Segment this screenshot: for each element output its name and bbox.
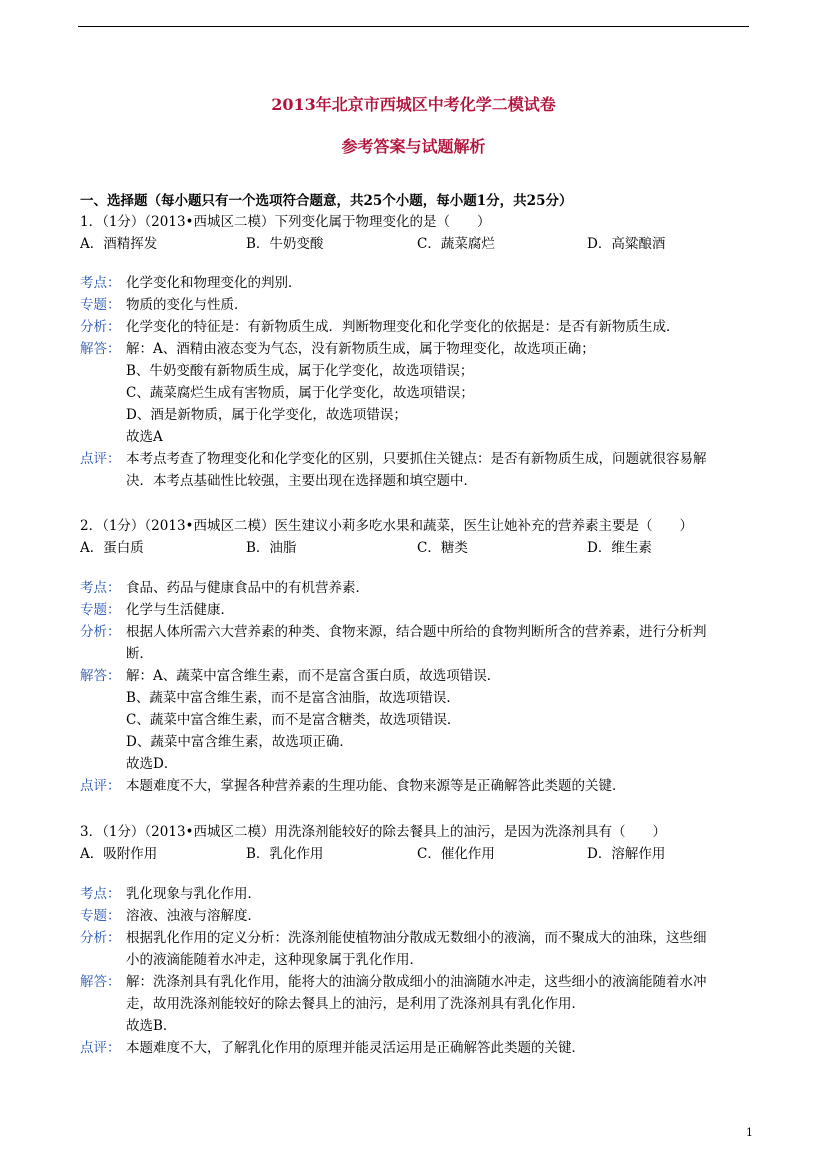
option-b: B．牛奶变酸 <box>246 236 324 252</box>
fenxi-text: 化学变化的特征是：有新物质生成．判断物理变化和化学变化的依据是：是否有新物质生成． <box>126 319 680 335</box>
jieda-line: 故选A <box>126 429 163 445</box>
jieda-line: C、蔬菜腐烂生成有害物质，属于化学变化，故选项错误； <box>126 385 474 401</box>
answer-analysis <box>80 883 760 1059</box>
option-d: D．维生素 <box>587 540 652 556</box>
kaodian-text: 化学变化和物理变化的判别． <box>126 275 302 291</box>
label-fenxi: 分析： <box>80 319 121 335</box>
label-zhuanti: 专题： <box>80 908 121 924</box>
jieda-line: 走，故用洗涤剂能较好的除去餐具上的油污，是利用了洗涤剂具有乳化作用． <box>126 996 585 1012</box>
option-d: D．高粱酿酒 <box>587 236 666 252</box>
jieda-line: 故选B． <box>126 1018 177 1034</box>
label-fenxi: 分析： <box>80 624 121 640</box>
jieda-line: 故选D． <box>126 756 178 772</box>
label-dianping: 点评： <box>80 778 121 794</box>
fenxi-line: 断． <box>126 646 153 662</box>
label-zhuanti: 专题： <box>80 297 121 313</box>
option-b: B．油脂 <box>246 540 297 556</box>
label-zhuanti: 专题： <box>80 602 121 618</box>
dianping-text: 本题难度不大，掌握各种营养素的生理功能、食物来源等是正确解答此类题的关键． <box>126 778 626 794</box>
zhuanti-text: 化学与生活健康． <box>126 602 234 618</box>
option-b: B．乳化作用 <box>246 846 324 862</box>
dianping-text: 本题难度不大，了解乳化作用的原理并能灵活运用是正确解答此类题的关键． <box>126 1040 585 1056</box>
label-kaodian: 考点： <box>80 580 121 596</box>
answer-analysis <box>80 272 760 492</box>
section-heading: 一、选择题（每小题只有一个选项符合题意，共25个小题，每小题1分，共25分） <box>80 193 573 209</box>
option-c: C．糖类 <box>417 540 468 556</box>
question-options <box>80 232 760 252</box>
question-options <box>80 842 760 862</box>
fenxi-text: 根据乳化作用的定义分析：洗涤剂能使植物油分散成无数细小的液滴，而不聚成大的油珠，这些细 <box>126 930 707 946</box>
option-c: C．催化作用 <box>417 846 495 862</box>
dianping-text: 本考点考查了物理变化和化学变化的区别，只要抓住关键点：是否有新物质生成，问题就很容易解 <box>126 451 707 467</box>
page-title: 2013年北京市西城区中考化学二模试卷 <box>271 95 556 114</box>
jieda-line: C、蔬菜中富含维生素，而不是富含糖类，故选项错误． <box>126 712 461 728</box>
label-jieda: 解答： <box>80 341 121 357</box>
label-jieda: 解答： <box>80 974 121 990</box>
fenxi-text: 根据人体所需六大营养素的种类、食物来源，结合题中所给的食物判断所含的营养素，进行分析判 <box>126 624 707 640</box>
zhuanti-text: 溶液、浊液与溶解度． <box>126 908 261 924</box>
jieda-line: B、蔬菜中富含维生素，而不是富含油脂，故选项错误． <box>126 690 460 706</box>
option-c: C．蔬菜腐烂 <box>417 236 495 252</box>
label-kaodian: 考点： <box>80 275 121 291</box>
question-stem: 3．（1分）（2013•西城区二模）用洗涤剂能较好的除去餐具上的油污，是因为洗涤剂具有（ ） <box>80 824 666 840</box>
jieda-text: 解：洗涤剂具有乳化作用，能将大的油滴分散成细小的油滴随水冲走，这些细小的液滴能随着水冲 <box>126 974 707 990</box>
label-kaodian: 考点： <box>80 886 121 902</box>
label-dianping: 点评： <box>80 1040 121 1056</box>
option-d: D．溶解作用 <box>587 846 666 862</box>
dianping-line: 决．本考点基础性比较强，主要出现在选择题和填空题中． <box>126 473 477 489</box>
question-options <box>80 536 760 556</box>
jieda-line: B、牛奶变酸有新物质生成，属于化学变化，故选项错误； <box>126 363 474 379</box>
page-number: 1 <box>746 1126 753 1139</box>
kaodian-text: 食品、药品与健康食品中的有机营养素． <box>126 580 369 596</box>
label-jieda: 解答： <box>80 668 121 684</box>
label-fenxi: 分析： <box>80 930 121 946</box>
option-a: A．蛋白质 <box>80 540 144 556</box>
fenxi-line: 小的液滴能随着水冲走，这种现象属于乳化作用． <box>126 952 423 968</box>
header-rule <box>78 26 749 27</box>
answer-analysis <box>80 577 760 797</box>
question-stem: 2．（1分）（2013•西城区二模）医生建议小莉多吃水果和蔬菜，医生让她补充的营养素主要是（ ） <box>80 518 693 534</box>
question-stem: 1．（1分）（2013•西城区二模）下列变化属于物理变化的是（ ） <box>80 214 491 230</box>
jieda-line: D、蔬菜中富含维生素，故选项正确． <box>126 734 353 750</box>
jieda-text: 解：A、蔬菜中富含维生素，而不是富含蛋白质，故选项错误． <box>126 668 501 684</box>
zhuanti-text: 物质的变化与性质． <box>126 297 248 313</box>
kaodian-text: 乳化现象与乳化作用． <box>126 886 261 902</box>
option-a: A．吸附作用 <box>80 846 158 862</box>
jieda-line: D、酒是新物质，属于化学变化，故选项错误； <box>126 407 407 423</box>
option-a: A．酒精挥发 <box>80 236 158 252</box>
page-subtitle: 参考答案与试题解析 <box>341 137 486 156</box>
label-dianping: 点评： <box>80 451 121 467</box>
jieda-text: 解：A、酒精由液态变为气态，没有新物质生成，属于物理变化，故选项正确； <box>126 341 595 357</box>
